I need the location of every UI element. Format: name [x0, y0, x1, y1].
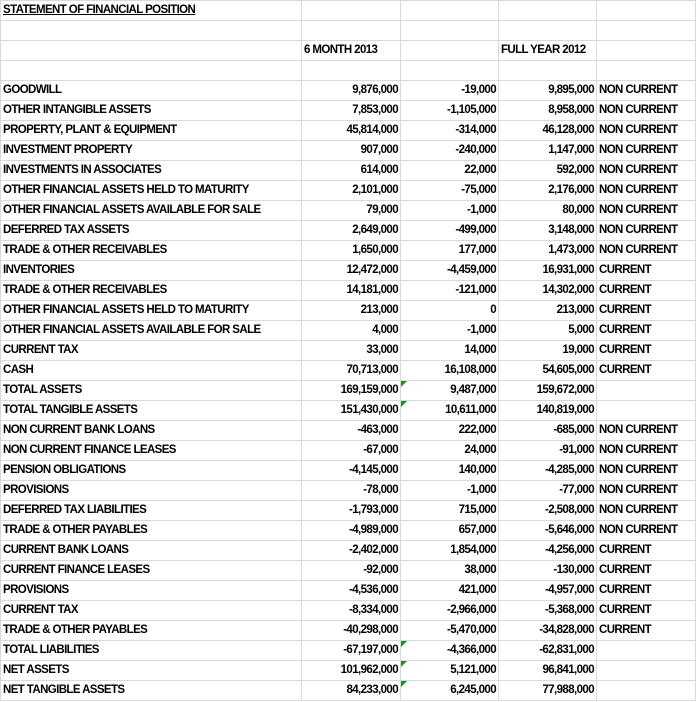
- row-label[interactable]: GOODWILL: [1, 81, 302, 101]
- blank-row: [1, 21, 696, 41]
- row-label[interactable]: TRADE & OTHER RECEIVABLES: [1, 241, 302, 261]
- asset-classification[interactable]: CURRENT: [597, 261, 696, 281]
- value-difference[interactable]: 6,245,000: [401, 681, 499, 701]
- value-6-month-2013[interactable]: 70,713,000: [302, 361, 401, 381]
- table-row: [1, 101, 696, 121]
- row-label[interactable]: TOTAL ASSETS: [1, 381, 302, 401]
- table-row: [1, 681, 696, 701]
- empty-cell[interactable]: [597, 61, 696, 81]
- table-row: [1, 621, 696, 641]
- value-6-month-2013[interactable]: -1,793,000: [302, 501, 401, 521]
- row-label[interactable]: TRADE & OTHER PAYABLES: [1, 621, 302, 641]
- value-full-year-2012[interactable]: 46,128,000: [499, 121, 597, 141]
- table-row: [1, 401, 696, 421]
- empty-cell[interactable]: [597, 21, 696, 41]
- row-label[interactable]: PROPERTY, PLANT & EQUIPMENT: [1, 121, 302, 141]
- table-row: [1, 501, 696, 521]
- value-full-year-2012[interactable]: 14,302,000: [499, 281, 597, 301]
- table-row: [1, 81, 696, 101]
- header-row: [1, 41, 696, 61]
- asset-classification[interactable]: NON CURRENT: [597, 201, 696, 221]
- value-full-year-2012[interactable]: 19,000: [499, 341, 597, 361]
- asset-classification[interactable]: NON CURRENT: [597, 161, 696, 181]
- row-label[interactable]: INVENTORIES: [1, 261, 302, 281]
- row-label[interactable]: TOTAL TANGIBLE ASSETS: [1, 401, 302, 421]
- value-6-month-2013[interactable]: -78,000: [302, 481, 401, 501]
- row-label[interactable]: TRADE & OTHER RECEIVABLES: [1, 281, 302, 301]
- value-6-month-2013[interactable]: -40,298,000: [302, 621, 401, 641]
- value-full-year-2012[interactable]: 159,672,000: [499, 381, 597, 401]
- row-label[interactable]: PROVISIONS: [1, 481, 302, 501]
- value-6-month-2013[interactable]: 33,000: [302, 341, 401, 361]
- value-full-year-2012[interactable]: -34,828,000: [499, 621, 597, 641]
- value-6-month-2013[interactable]: -67,197,000: [302, 641, 401, 661]
- header-6-month-2013[interactable]: 6 MONTH 2013: [302, 41, 401, 61]
- asset-classification[interactable]: NON CURRENT: [597, 101, 696, 121]
- title-row: [1, 1, 696, 21]
- table-row: [1, 441, 696, 461]
- table-row: [1, 301, 696, 321]
- asset-classification[interactable]: [597, 681, 696, 701]
- value-6-month-2013[interactable]: -4,145,000: [302, 461, 401, 481]
- value-full-year-2012[interactable]: 2,176,000: [499, 181, 597, 201]
- value-full-year-2012[interactable]: -77,000: [499, 481, 597, 501]
- row-label[interactable]: INVESTMENT PROPERTY: [1, 141, 302, 161]
- value-difference[interactable]: -121,000: [401, 281, 499, 301]
- asset-classification[interactable]: CURRENT: [597, 561, 696, 581]
- row-label[interactable]: CURRENT TAX: [1, 341, 302, 361]
- empty-cell[interactable]: [499, 61, 597, 81]
- empty-cell[interactable]: [302, 1, 401, 21]
- row-label[interactable]: PENSION OBLIGATIONS: [1, 461, 302, 481]
- value-6-month-2013[interactable]: 1,650,000: [302, 241, 401, 261]
- row-label[interactable]: CURRENT BANK LOANS: [1, 541, 302, 561]
- value-difference[interactable]: -240,000: [401, 141, 499, 161]
- value-full-year-2012[interactable]: 5,000: [499, 321, 597, 341]
- empty-cell[interactable]: [499, 21, 597, 41]
- empty-cell[interactable]: [302, 21, 401, 41]
- row-label[interactable]: OTHER FINANCIAL ASSETS AVAILABLE FOR SALE: [1, 321, 302, 341]
- value-6-month-2013[interactable]: -4,989,000: [302, 521, 401, 541]
- error-flag-icon: [401, 681, 407, 687]
- row-label[interactable]: CURRENT FINANCE LEASES: [1, 561, 302, 581]
- asset-classification[interactable]: NON CURRENT: [597, 181, 696, 201]
- table-row: [1, 601, 696, 621]
- value-6-month-2013[interactable]: 101,962,000: [302, 661, 401, 681]
- row-label[interactable]: NON CURRENT BANK LOANS: [1, 421, 302, 441]
- value-6-month-2013[interactable]: -67,000: [302, 441, 401, 461]
- value-difference[interactable]: 140,000: [401, 461, 499, 481]
- error-flag-icon: [401, 381, 407, 387]
- table-row: [1, 421, 696, 441]
- value-6-month-2013[interactable]: 79,000: [302, 201, 401, 221]
- empty-cell[interactable]: [401, 41, 499, 61]
- value-difference[interactable]: -19,000: [401, 81, 499, 101]
- table-row: [1, 281, 696, 301]
- table-row: [1, 221, 696, 241]
- empty-cell[interactable]: [302, 61, 401, 81]
- asset-classification[interactable]: [597, 381, 696, 401]
- empty-cell[interactable]: [1, 41, 302, 61]
- value-full-year-2012[interactable]: 1,147,000: [499, 141, 597, 161]
- value-6-month-2013[interactable]: -8,334,000: [302, 601, 401, 621]
- asset-classification[interactable]: NON CURRENT: [597, 481, 696, 501]
- asset-classification[interactable]: NON CURRENT: [597, 521, 696, 541]
- asset-classification[interactable]: NON CURRENT: [597, 121, 696, 141]
- value-full-year-2012[interactable]: 140,819,000: [499, 401, 597, 421]
- value-difference[interactable]: 421,000: [401, 581, 499, 601]
- row-label[interactable]: OTHER INTANGIBLE ASSETS: [1, 101, 302, 121]
- value-6-month-2013[interactable]: 213,000: [302, 301, 401, 321]
- asset-classification[interactable]: CURRENT: [597, 341, 696, 361]
- value-difference[interactable]: 38,000: [401, 561, 499, 581]
- value-6-month-2013[interactable]: 169,159,000: [302, 381, 401, 401]
- value-difference[interactable]: 177,000: [401, 241, 499, 261]
- table-row: [1, 181, 696, 201]
- asset-classification[interactable]: [597, 641, 696, 661]
- asset-classification[interactable]: NON CURRENT: [597, 421, 696, 441]
- value-6-month-2013[interactable]: 45,814,000: [302, 121, 401, 141]
- value-full-year-2012[interactable]: -5,646,000: [499, 521, 597, 541]
- value-full-year-2012[interactable]: -91,000: [499, 441, 597, 461]
- empty-cell[interactable]: [499, 1, 597, 21]
- blank-row: [1, 61, 696, 81]
- row-label[interactable]: TOTAL LIABILITIES: [1, 641, 302, 661]
- asset-classification[interactable]: NON CURRENT: [597, 461, 696, 481]
- error-flag-icon: [401, 401, 407, 407]
- empty-cell[interactable]: [597, 41, 696, 61]
- header-full-year-2012[interactable]: FULL YEAR 2012: [499, 41, 597, 61]
- value-difference[interactable]: 222,000: [401, 421, 499, 441]
- row-label[interactable]: CASH: [1, 361, 302, 381]
- value-difference[interactable]: -4,366,000: [401, 641, 499, 661]
- row-label[interactable]: TRADE & OTHER PAYABLES: [1, 521, 302, 541]
- asset-classification[interactable]: CURRENT: [597, 321, 696, 341]
- value-full-year-2012[interactable]: 16,931,000: [499, 261, 597, 281]
- value-full-year-2012[interactable]: 213,000: [499, 301, 597, 321]
- empty-cell[interactable]: [401, 61, 499, 81]
- value-full-year-2012[interactable]: -4,957,000: [499, 581, 597, 601]
- asset-classification[interactable]: NON CURRENT: [597, 81, 696, 101]
- asset-classification[interactable]: NON CURRENT: [597, 141, 696, 161]
- value-6-month-2013[interactable]: 84,233,000: [302, 681, 401, 701]
- value-difference[interactable]: 10,611,000: [401, 401, 499, 421]
- asset-classification[interactable]: [597, 661, 696, 681]
- value-6-month-2013[interactable]: 9,876,000: [302, 81, 401, 101]
- value-6-month-2013[interactable]: 151,430,000: [302, 401, 401, 421]
- asset-classification[interactable]: CURRENT: [597, 621, 696, 641]
- value-difference[interactable]: -2,966,000: [401, 601, 499, 621]
- row-label[interactable]: DEFERRED TAX LIABILITIES: [1, 501, 302, 521]
- value-6-month-2013[interactable]: -463,000: [302, 421, 401, 441]
- table-row: [1, 261, 696, 281]
- table-row: [1, 541, 696, 561]
- table-row: [1, 161, 696, 181]
- value-difference[interactable]: -1,105,000: [401, 101, 499, 121]
- asset-classification[interactable]: CURRENT: [597, 281, 696, 301]
- row-label[interactable]: OTHER FINANCIAL ASSETS HELD TO MATURITY: [1, 301, 302, 321]
- row-label[interactable]: NON CURRENT FINANCE LEASES: [1, 441, 302, 461]
- row-label[interactable]: OTHER FINANCIAL ASSETS HELD TO MATURITY: [1, 181, 302, 201]
- value-full-year-2012[interactable]: -5,368,000: [499, 601, 597, 621]
- table-row: [1, 461, 696, 481]
- value-full-year-2012[interactable]: 9,895,000: [499, 81, 597, 101]
- row-label[interactable]: CURRENT TAX: [1, 601, 302, 621]
- empty-cell[interactable]: [401, 1, 499, 21]
- value-difference[interactable]: -1,000: [401, 481, 499, 501]
- table-row: [1, 241, 696, 261]
- value-6-month-2013[interactable]: 4,000: [302, 321, 401, 341]
- asset-classification[interactable]: NON CURRENT: [597, 221, 696, 241]
- table-row: [1, 481, 696, 501]
- value-difference[interactable]: -1,000: [401, 321, 499, 341]
- value-difference[interactable]: -499,000: [401, 221, 499, 241]
- value-difference[interactable]: 14,000: [401, 341, 499, 361]
- value-full-year-2012[interactable]: -685,000: [499, 421, 597, 441]
- table-row: [1, 141, 696, 161]
- asset-classification[interactable]: [597, 401, 696, 421]
- value-6-month-2013[interactable]: 907,000: [302, 141, 401, 161]
- table-row: [1, 381, 696, 401]
- value-full-year-2012[interactable]: -130,000: [499, 561, 597, 581]
- value-6-month-2013[interactable]: -4,536,000: [302, 581, 401, 601]
- value-full-year-2012[interactable]: 80,000: [499, 201, 597, 221]
- table-row: [1, 521, 696, 541]
- table-row: [1, 201, 696, 221]
- sheet-title[interactable]: STATEMENT OF FINANCIAL POSITION: [1, 1, 302, 21]
- value-6-month-2013[interactable]: 2,649,000: [302, 221, 401, 241]
- value-6-month-2013[interactable]: -92,000: [302, 561, 401, 581]
- table-row: [1, 561, 696, 581]
- table-row: [1, 321, 696, 341]
- error-flag-icon: [401, 641, 407, 647]
- empty-cell[interactable]: [1, 61, 302, 81]
- value-difference[interactable]: 715,000: [401, 501, 499, 521]
- asset-classification[interactable]: NON CURRENT: [597, 441, 696, 461]
- value-difference[interactable]: 16,108,000: [401, 361, 499, 381]
- value-full-year-2012[interactable]: -4,285,000: [499, 461, 597, 481]
- asset-classification[interactable]: NON CURRENT: [597, 241, 696, 261]
- row-label[interactable]: INVESTMENTS IN ASSOCIATES: [1, 161, 302, 181]
- value-difference[interactable]: 1,854,000: [401, 541, 499, 561]
- empty-cell[interactable]: [401, 21, 499, 41]
- value-full-year-2012[interactable]: 592,000: [499, 161, 597, 181]
- sheet-body: [1, 1, 696, 701]
- table-row: [1, 581, 696, 601]
- row-label[interactable]: NET ASSETS: [1, 661, 302, 681]
- table-row: [1, 341, 696, 361]
- row-label[interactable]: NET TANGIBLE ASSETS: [1, 681, 302, 701]
- table-row: [1, 121, 696, 141]
- value-6-month-2013[interactable]: 12,472,000: [302, 261, 401, 281]
- error-flag-icon: [401, 661, 407, 667]
- empty-cell[interactable]: [597, 1, 696, 21]
- asset-classification[interactable]: CURRENT: [597, 301, 696, 321]
- asset-classification[interactable]: CURRENT: [597, 361, 696, 381]
- value-difference[interactable]: 22,000: [401, 161, 499, 181]
- row-label[interactable]: DEFERRED TAX ASSETS: [1, 221, 302, 241]
- table-row: [1, 361, 696, 381]
- value-6-month-2013[interactable]: 14,181,000: [302, 281, 401, 301]
- asset-classification[interactable]: CURRENT: [597, 601, 696, 621]
- value-difference[interactable]: -75,000: [401, 181, 499, 201]
- row-label[interactable]: OTHER FINANCIAL ASSETS AVAILABLE FOR SALE: [1, 201, 302, 221]
- value-full-year-2012[interactable]: -4,256,000: [499, 541, 597, 561]
- value-difference[interactable]: 5,121,000: [401, 661, 499, 681]
- value-full-year-2012[interactable]: 8,958,000: [499, 101, 597, 121]
- value-6-month-2013[interactable]: -2,402,000: [302, 541, 401, 561]
- value-full-year-2012[interactable]: 1,473,000: [499, 241, 597, 261]
- asset-classification[interactable]: CURRENT: [597, 541, 696, 561]
- value-6-month-2013[interactable]: 614,000: [302, 161, 401, 181]
- table-row: [1, 661, 696, 681]
- value-full-year-2012[interactable]: 77,988,000: [499, 681, 597, 701]
- value-difference[interactable]: -5,470,000: [401, 621, 499, 641]
- value-full-year-2012[interactable]: 96,841,000: [499, 661, 597, 681]
- empty-cell[interactable]: [1, 21, 302, 41]
- value-difference[interactable]: 0: [401, 301, 499, 321]
- value-difference[interactable]: -314,000: [401, 121, 499, 141]
- value-difference[interactable]: 9,487,000: [401, 381, 499, 401]
- table-row: [1, 641, 696, 661]
- value-difference[interactable]: 657,000: [401, 521, 499, 541]
- value-difference[interactable]: -1,000: [401, 201, 499, 221]
- value-difference[interactable]: -4,459,000: [401, 261, 499, 281]
- asset-classification[interactable]: NON CURRENT: [597, 501, 696, 521]
- value-full-year-2012[interactable]: 3,148,000: [499, 221, 597, 241]
- value-full-year-2012[interactable]: -62,831,000: [499, 641, 597, 661]
- value-full-year-2012[interactable]: -2,508,000: [499, 501, 597, 521]
- value-full-year-2012[interactable]: 54,605,000: [499, 361, 597, 381]
- value-6-month-2013[interactable]: 7,853,000: [302, 101, 401, 121]
- value-6-month-2013[interactable]: 2,101,000: [302, 181, 401, 201]
- row-label[interactable]: PROVISIONS: [1, 581, 302, 601]
- value-difference[interactable]: 24,000: [401, 441, 499, 461]
- asset-classification[interactable]: CURRENT: [597, 581, 696, 601]
